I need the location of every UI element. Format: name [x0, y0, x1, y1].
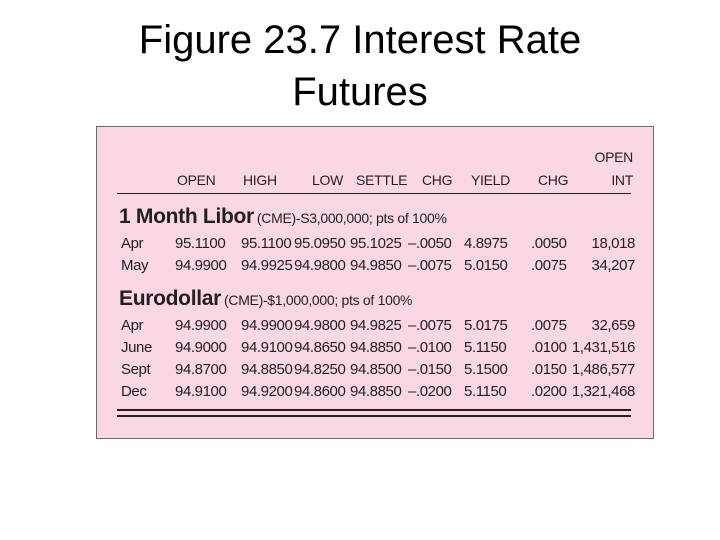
- section-spec: (CME)-$1,000,000; pts of 100%: [224, 292, 413, 308]
- cell-open-interest: 32,659: [591, 317, 635, 334]
- cell-settle: 94.8500: [350, 361, 402, 378]
- header-open: OPEN: [177, 172, 216, 188]
- cell-yield: 5.0150: [464, 257, 508, 274]
- cell-low: 94.9800: [294, 317, 346, 334]
- cell-yield-chg: .0075: [531, 317, 567, 334]
- slide-title: [0, 14, 720, 118]
- cell-chg: –.0150: [408, 361, 452, 378]
- cell-month: Dec: [121, 383, 147, 400]
- cell-month: Sept: [121, 361, 151, 378]
- cell-yield-chg: .0200: [531, 383, 567, 400]
- header-open-int-line1: OPEN: [594, 149, 633, 165]
- table-row: [97, 339, 655, 361]
- cell-month: Apr: [121, 235, 144, 252]
- table-row: [97, 235, 655, 257]
- cell-chg: –.0200: [408, 383, 452, 400]
- cell-yield-chg: .0075: [531, 257, 567, 274]
- section-title-libor: [119, 205, 447, 229]
- cell-low: 94.8250: [294, 361, 346, 378]
- cell-open: 95.1100: [175, 235, 226, 252]
- section-name: Eurodollar: [119, 287, 222, 310]
- cell-open-interest: 1,321,468: [571, 383, 635, 400]
- slide-title-line-1: Figure 23.7 Interest Rate: [138, 18, 582, 62]
- footer-rule-2: [117, 415, 631, 417]
- table-row: [97, 383, 655, 405]
- cell-month: May: [121, 257, 149, 274]
- cell-high: 94.8850: [241, 361, 293, 378]
- cell-yield: 5.1150: [464, 383, 507, 400]
- cell-yield: 4.8975: [464, 235, 508, 252]
- header-settle: SETTLE: [356, 172, 408, 188]
- cell-low: 94.8600: [294, 383, 346, 400]
- cell-high: 94.9900: [241, 317, 293, 334]
- cell-yield: 5.1500: [464, 361, 508, 378]
- cell-high: 95.1100: [241, 235, 292, 252]
- section-name: 1 Month Libor: [119, 205, 254, 228]
- header-yield: YIELD: [471, 172, 510, 188]
- cell-yield-chg: .0100: [531, 339, 567, 356]
- cell-high: 94.9100: [241, 339, 293, 356]
- header-high: HIGH: [243, 172, 277, 188]
- cell-settle: 94.9825: [350, 317, 402, 334]
- cell-chg: –.0075: [408, 257, 452, 274]
- section-title-eurodollar: [119, 287, 412, 311]
- header-low: LOW: [312, 172, 343, 188]
- cell-month: Apr: [121, 317, 144, 334]
- cell-chg: –.0100: [408, 339, 452, 356]
- cell-settle: 94.9850: [350, 257, 402, 274]
- cell-open: 94.9900: [175, 317, 227, 334]
- table-row: [97, 257, 655, 279]
- cell-yield-chg: .0050: [531, 235, 567, 252]
- slide-title-line-2: Futures: [292, 70, 428, 114]
- cell-open-interest: 1,486,577: [571, 361, 635, 378]
- cell-high: 94.9925: [241, 257, 293, 274]
- header-chg-yield: CHG: [538, 172, 569, 188]
- cell-yield: 5.0175: [464, 317, 508, 334]
- cell-low: 94.8650: [294, 339, 346, 356]
- header-rule: [117, 193, 631, 194]
- cell-yield: 5.1150: [464, 339, 507, 356]
- cell-open: 94.9900: [175, 257, 227, 274]
- cell-open: 94.9000: [175, 339, 227, 356]
- cell-settle: 95.1025: [350, 235, 402, 252]
- cell-yield-chg: .0150: [531, 361, 567, 378]
- cell-month: June: [121, 339, 152, 356]
- cell-open-interest: 34,207: [591, 257, 635, 274]
- cell-chg: –.0050: [408, 235, 452, 252]
- cell-chg: –.0075: [408, 317, 452, 334]
- header-open-int-line2: INT: [611, 172, 633, 188]
- cell-open: 94.9100: [175, 383, 227, 400]
- cell-settle: 94.8850: [350, 339, 402, 356]
- footer-rule-1: [117, 409, 631, 411]
- cell-settle: 94.8850: [350, 383, 402, 400]
- futures-table-panel: [96, 126, 654, 439]
- cell-open-interest: 18,018: [591, 235, 635, 252]
- cell-low: 94.9800: [294, 257, 346, 274]
- section-spec: (CME)-S3,000,000; pts of 100%: [256, 210, 447, 226]
- cell-high: 94.9200: [241, 383, 293, 400]
- cell-open-interest: 1,431,516: [571, 339, 635, 356]
- header-chg: CHG: [422, 172, 453, 188]
- table-row: [97, 361, 655, 383]
- table-row: [97, 317, 655, 339]
- cell-low: 95.0950: [294, 235, 346, 252]
- cell-open: 94.8700: [175, 361, 227, 378]
